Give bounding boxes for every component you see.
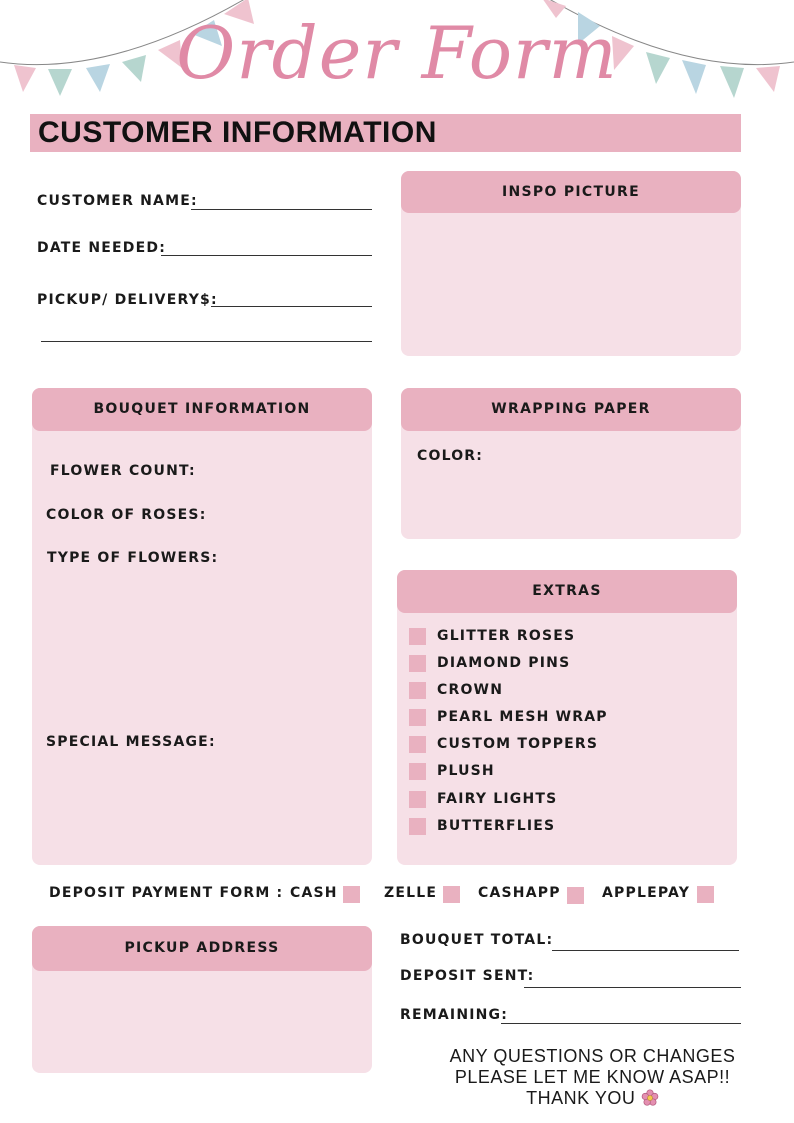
extra-checkbox-pearl-mesh-wrap[interactable] xyxy=(409,709,426,726)
extra-checkbox-glitter-roses[interactable] xyxy=(409,628,426,645)
type-of-flowers-label: TYPE OF FLOWERS: xyxy=(47,550,219,566)
extra-item-label: FAIRY LIGHTS xyxy=(437,791,558,807)
payment-option-zelle-label: ZELLE xyxy=(384,885,438,901)
inspo-picture-panel[interactable] xyxy=(401,171,741,356)
deposit-sent-field[interactable] xyxy=(524,987,741,988)
extra-checkbox-diamond-pins[interactable] xyxy=(409,655,426,672)
page-title: Order Form xyxy=(176,11,618,95)
color-of-roses-label: COLOR OF ROSES: xyxy=(46,507,207,523)
flower-icon xyxy=(641,1089,659,1107)
extra-item-label: DIAMOND PINS xyxy=(437,655,571,671)
extras-heading: EXTRAS xyxy=(397,570,737,613)
wrapping-color-label: COLOR: xyxy=(417,448,484,464)
section-banner xyxy=(30,114,741,152)
pickup-delivery-field[interactable] xyxy=(211,306,372,307)
extra-item-label: BUTTERFLIES xyxy=(437,818,556,834)
extra-item-label: PLUSH xyxy=(437,763,495,779)
deposit-sent-label: DEPOSIT SENT: xyxy=(400,968,535,984)
note-line-2: PLEASE LET ME KNOW ASAP!! xyxy=(454,1067,731,1087)
pickup-delivery-label: PICKUP/ DELIVERY$: xyxy=(37,292,218,308)
payment-option-cashapp-label: CASHAPP xyxy=(478,885,561,901)
bouquet-total-label: BOUQUET TOTAL: xyxy=(400,932,554,948)
special-message-label: SPECIAL MESSAGE: xyxy=(46,734,216,750)
payment-checkbox-cashapp[interactable] xyxy=(567,887,584,904)
extra-checkbox-plush[interactable] xyxy=(409,763,426,780)
bouquet-total-field[interactable] xyxy=(552,950,739,951)
flower-count-label: FLOWER COUNT: xyxy=(50,463,196,479)
extra-checkbox-fairy-lights[interactable] xyxy=(409,791,426,808)
extra-item-label: PEARL MESH WRAP xyxy=(437,709,608,725)
extra-item-label: GLITTER ROSES xyxy=(437,628,576,644)
date-needed-label: DATE NEEDED: xyxy=(37,240,167,256)
deposit-payment-label: DEPOSIT PAYMENT FORM : xyxy=(49,885,284,901)
payment-checkbox-zelle[interactable] xyxy=(443,886,460,903)
note-thank-you: THANK YOU xyxy=(526,1088,636,1108)
payment-option-cash-label: CASH xyxy=(290,885,338,901)
extra-checkbox-crown[interactable] xyxy=(409,682,426,699)
pickup-address-heading: PICKUP ADDRESS xyxy=(32,926,372,971)
bouquet-information-heading: BOUQUET INFORMATION xyxy=(32,388,372,431)
note-line-3 xyxy=(400,1088,785,1109)
pickup-address-panel[interactable] xyxy=(32,926,372,1073)
extra-checkbox-custom-toppers[interactable] xyxy=(409,736,426,753)
date-needed-field[interactable] xyxy=(161,255,372,256)
inspo-picture-heading: INSPO PICTURE xyxy=(401,171,741,213)
extra-item-label: CROWN xyxy=(437,682,504,698)
extra-checkbox-butterflies[interactable] xyxy=(409,818,426,835)
note-line-1: ANY QUESTIONS OR CHANGES xyxy=(449,1046,736,1066)
closing-note xyxy=(400,1046,785,1109)
customer-name-field[interactable] xyxy=(191,209,372,210)
pickup-delivery-extra-line[interactable] xyxy=(41,341,372,342)
payment-checkbox-cash[interactable] xyxy=(343,886,360,903)
payment-option-applepay-label: APPLEPAY xyxy=(602,885,691,901)
bouquet-information-panel xyxy=(32,388,372,865)
remaining-label: REMAINING: xyxy=(400,1007,509,1023)
extra-item-label: CUSTOM TOPPERS xyxy=(437,736,599,752)
wrapping-paper-heading: WRAPPING PAPER xyxy=(401,388,741,431)
payment-checkbox-applepay[interactable] xyxy=(697,886,714,903)
section-title: CUSTOMER INFORMATION xyxy=(38,116,437,149)
customer-name-label: CUSTOMER NAME: xyxy=(37,193,198,209)
remaining-field[interactable] xyxy=(501,1023,741,1024)
